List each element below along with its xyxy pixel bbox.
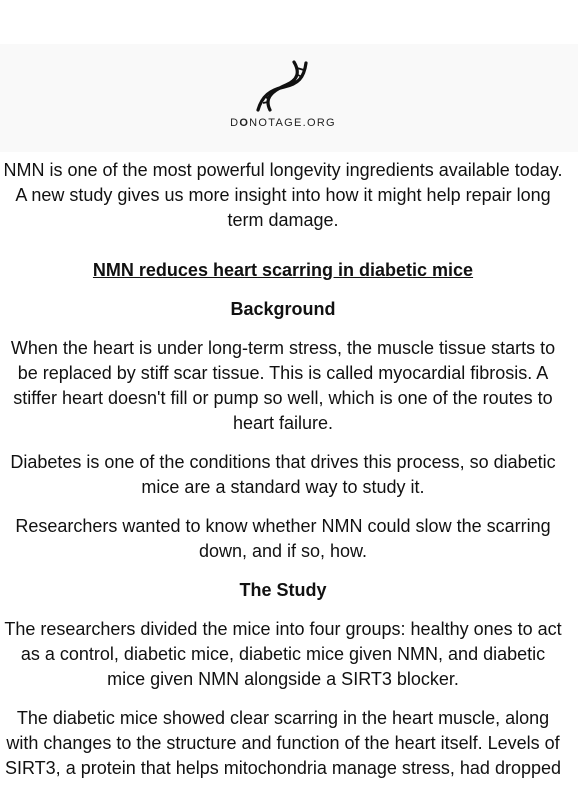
logo-wordmark bbox=[0, 117, 566, 129]
article-title[interactable]: NMN reduces heart scarring in diabetic mice bbox=[92, 260, 474, 280]
section-heading-background: Background bbox=[230, 299, 336, 319]
intro-paragraph: NMN is one of the most powerful longevity ingredients available today. A new study gives us more insight into how it might help repair long term damage. bbox=[3, 160, 563, 230]
article-body bbox=[0, 158, 566, 795]
section-heading-study: The Study bbox=[239, 580, 327, 600]
background-paragraph-3: Researchers wanted to know whether NMN could slow the scarring down, and if so, how. bbox=[15, 516, 551, 561]
logo-bold-letter: O bbox=[239, 117, 250, 129]
background-paragraph-2: Diabetes is one of the conditions that drives this process, so diabetic mice are a standard way to study it. bbox=[10, 452, 556, 497]
dna-icon bbox=[254, 60, 310, 112]
logo-suffix: NOTAGE.ORG bbox=[249, 117, 336, 129]
study-paragraph-1: The researchers divided the mice into four groups: healthy ones to act as a control, diabetic mice, diabetic mice given NMN, and diabetic mice given NMN alongside a SIRT3 blocker. bbox=[4, 619, 562, 689]
background-paragraph-1: When the heart is under long-term stress, the muscle tissue starts to be replaced by stiff scar tissue. This is called myocardial fibrosis. A stiffer heart doesn't fill or pump so well, which is one of the routes to heart failure. bbox=[10, 338, 556, 433]
study-paragraph-2: The diabetic mice showed clear scarring in the heart muscle, along with changes to the structure and function of the heart itself. Levels of SIRT3, a protein that helps mitochondria manage stress, had dropped bbox=[5, 708, 561, 778]
logo-prefix: D bbox=[230, 117, 240, 129]
site-logo[interactable] bbox=[0, 60, 578, 134]
